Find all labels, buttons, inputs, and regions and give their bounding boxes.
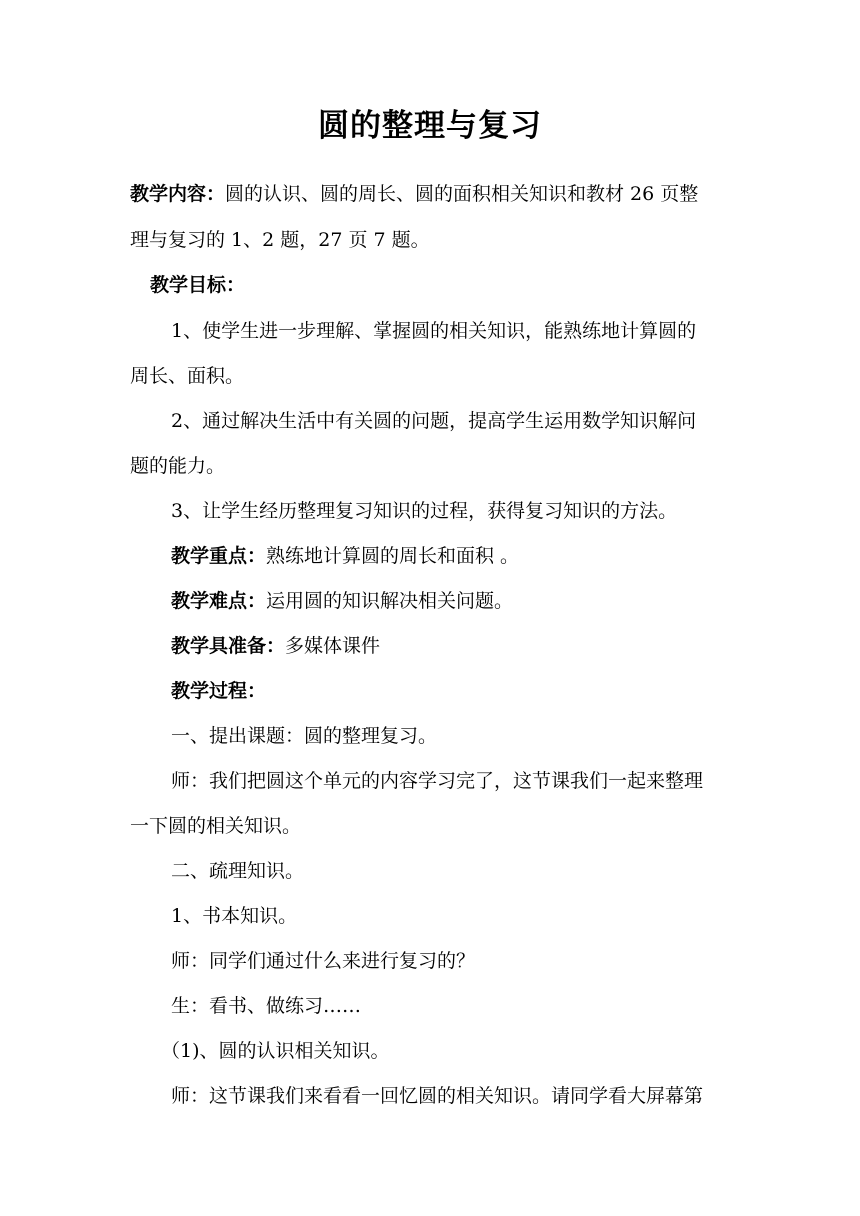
teaching-content-text: 圆的认识、圆的周长、圆的面积相关知识和教材 26 页整 [225, 183, 699, 205]
teaching-content-line-1 [130, 179, 698, 209]
key-point-line [171, 541, 519, 571]
process-paragraph-5: 师：同学们通过什么来进行复习的？ [171, 950, 476, 972]
materials-label: 教学具准备： [171, 635, 286, 657]
teaching-objectives-heading: 教学目标： [150, 274, 246, 296]
objective-1-line-2: 周长、面积。 [130, 365, 245, 387]
key-point-text: 熟练地计算圆的周长和面积 。 [266, 545, 520, 567]
objective-1-line-1: 1、使学生进一步理解、掌握圆的相关知识，能熟练地计算圆的 [171, 320, 697, 342]
objective-3: 3、让学生经历整理复习知识的过程，获得复习知识的方法。 [171, 500, 678, 522]
process-paragraph-1: 一、提出课题：圆的整理复习。 [171, 725, 438, 747]
objective-2-line-1: 2、通过解决生活中有关圆的问题，提高学生运用数学知识解问 [171, 410, 697, 432]
difficulty-label: 教学难点： [171, 590, 267, 612]
teaching-process-heading: 教学过程： [171, 680, 267, 702]
process-paragraph-8: 师：这节课我们来看看一回忆圆的相关知识。请同学看大屏幕第 [171, 1085, 704, 1107]
process-paragraph-2-line-2: 一下圆的相关知识。 [130, 815, 302, 837]
key-point-label: 教学重点： [171, 545, 267, 567]
difficulty-text: 运用圆的知识解决相关问题。 [266, 590, 514, 612]
difficulty-line [171, 586, 513, 616]
document-title: 圆的整理与复习 [318, 108, 542, 144]
materials-line [171, 631, 380, 661]
process-paragraph-4: 1、书本知识。 [171, 905, 298, 927]
materials-text: 多媒体课件 [285, 635, 381, 657]
process-paragraph-3: 二、疏理知识。 [171, 860, 305, 882]
teaching-content-line-2: 理与复习的 1、2 题，27 页 7 题。 [130, 229, 430, 251]
objective-2-line-2: 题的能力。 [130, 455, 226, 477]
process-paragraph-6: 生：看书、做练习…… [171, 995, 362, 1017]
process-paragraph-2-line-1: 师：我们把圆这个单元的内容学习完了，这节课我们一起来整理 [171, 770, 704, 792]
process-paragraph-7: （1)、圆的认识相关知识。 [161, 1040, 390, 1062]
teaching-content-label: 教学内容： [130, 183, 226, 205]
